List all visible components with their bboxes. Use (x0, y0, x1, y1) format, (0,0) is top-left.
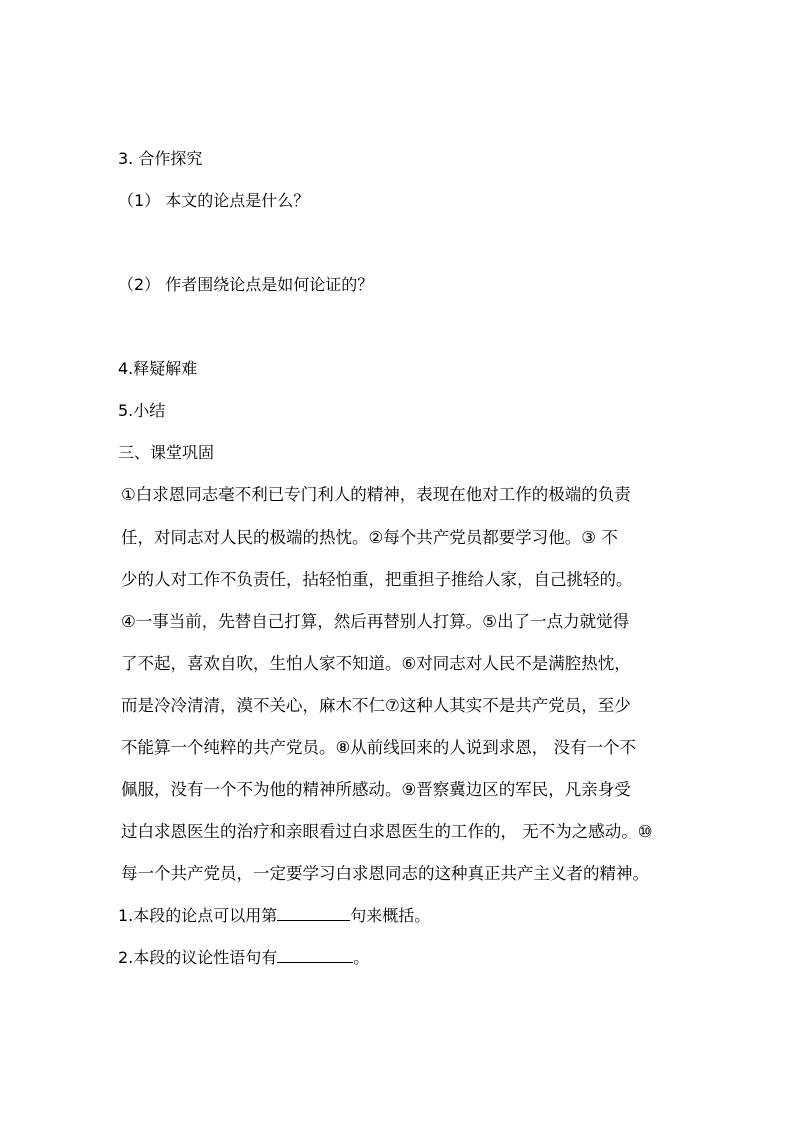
exercise-2 (118, 947, 369, 969)
passage-line: 任，对同志对人民的极端的热忱。②每个共产党员都要学习他。③ 不 (121, 528, 618, 547)
passage-line: 了不起，喜欢自吹，生怕人家不知道。⑥对同志对人民不是满腔热忱， (121, 654, 631, 673)
passage-line: ④一事当前，先替自己打算，然后再替别人打算。⑤出了一点力就觉得 (121, 612, 630, 631)
section-4-heading: 4.释疑解难 (118, 359, 198, 378)
exercise-2-suffix: 。 (353, 948, 370, 967)
exercise-2-answer-blank[interactable] (277, 948, 353, 963)
section-5-heading: 5.小结 (118, 401, 166, 420)
exercise-1-answer-blank[interactable] (277, 906, 350, 921)
exercise-1-suffix: 句来概括。 (350, 906, 431, 925)
passage-line: 而是冷冷清清，漠不关心，麻木不仁⑦这种人其实不是共产党员，至少 (121, 696, 631, 715)
passage-line: 过白求恩医生的治疗和亲眼看过白求恩医生的工作的， 无不为之感动。⑩ (121, 822, 653, 841)
exercise-1-prompt: 1.本段的论点可以用第 (118, 906, 278, 925)
passage-line: 每一个共产党员，一定要学习白求恩同志的这种真正共产主义者的精神。 (121, 864, 649, 883)
part-3-title: 三、课堂巩固 (118, 443, 215, 462)
section-3-heading: 3. 合作探究 (118, 149, 203, 168)
question-1: （1） 本文的论点是什么？ (118, 191, 310, 210)
exercise-1 (118, 905, 430, 927)
exercise-2-prompt: 2.本段的议论性语句有 (118, 948, 278, 967)
passage-line: 佩服，没有一个不为他的精神所感动。⑨晋察冀边区的军民，凡亲身受 (121, 780, 631, 799)
passage-line: ①白求恩同志毫不利已专门利人的精神，表现在他对工作的极端的负责 (121, 485, 631, 504)
question-2: （2） 作者围绕论点是如何论证的？ (118, 275, 374, 294)
passage-line: 少的人对工作不负责任，拈轻怕重，把重担子推给人家，自己挑轻的。 (121, 570, 633, 589)
passage-line: 不能算一个纯粹的共产党员。⑧从前线回来的人说到求恩， 没有一个不 (121, 738, 637, 757)
